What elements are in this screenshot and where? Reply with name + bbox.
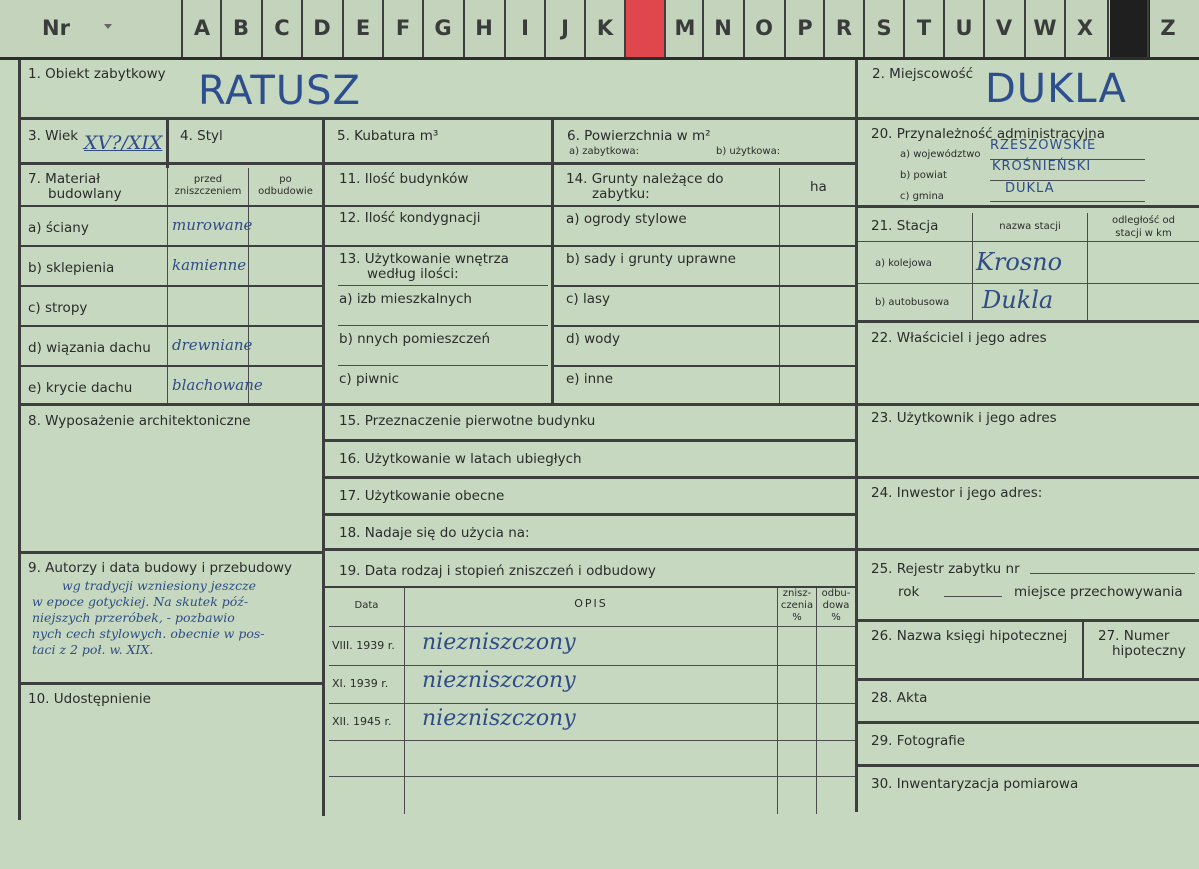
field-4-label: 4. Styl bbox=[180, 128, 223, 144]
field-14d-label: d) wody bbox=[566, 331, 620, 347]
commune-value: DUKLA bbox=[1005, 181, 1055, 196]
county-value: KROŚNIEŃSKI bbox=[992, 159, 1092, 174]
field-14a-label: a) ogrody stylowe bbox=[566, 211, 687, 227]
field-1-label: 1. Obiekt zabytkowy bbox=[28, 66, 166, 82]
index-letter-18: S bbox=[876, 16, 892, 40]
index-divider bbox=[463, 0, 465, 57]
bus-label: b) autobusowa bbox=[875, 297, 950, 308]
field-13b-label: b) nnych pomieszczeń bbox=[339, 331, 491, 347]
damage-row-date: VIII. 1939 r. bbox=[332, 639, 395, 652]
col-after-label-2: odbudowie bbox=[258, 186, 313, 197]
index-divider bbox=[1147, 0, 1149, 57]
field-16-label: 16. Użytkowanie w latach ubiegłych bbox=[339, 451, 582, 467]
field-26-label: 26. Nazwa księgi hipotecznej bbox=[871, 628, 1068, 644]
field-20a-label: a) województwo bbox=[900, 149, 981, 160]
authors-note-line: taci z 2 poł. w. XIX. bbox=[32, 642, 154, 657]
year-label: rok bbox=[898, 584, 920, 600]
field-13c-label: c) piwnic bbox=[339, 371, 400, 387]
field-2-label: 2. Miejscowość bbox=[872, 66, 974, 82]
field-10-label: 10. Udostępnienie bbox=[28, 691, 151, 707]
index-divider bbox=[624, 0, 626, 57]
field-20-label: 20. Przynależność administracyjna bbox=[871, 126, 1106, 142]
red-index-tab bbox=[624, 0, 666, 57]
voivodeship-value: RZESZOWSKIE bbox=[990, 138, 1097, 153]
index-letter-6: F bbox=[395, 16, 411, 40]
material-row-label: e) krycie dachu bbox=[28, 380, 133, 396]
col-rebuild-pct: % bbox=[831, 612, 841, 623]
station-name-col: nazwa stacji bbox=[999, 221, 1061, 232]
authors-note-line: niejszych przeróbek, - pozbawio bbox=[32, 610, 235, 625]
index-bar bbox=[0, 0, 1199, 57]
field-19-label: 19. Data rodzaj i stopień zniszczeń i odbudowy bbox=[339, 563, 656, 579]
field-15-label: 15. Przeznaczenie pierwotne budynku bbox=[339, 413, 596, 429]
chevron-down-icon bbox=[104, 24, 112, 29]
index-letter-3: C bbox=[274, 16, 290, 40]
damage-row-date: XII. 1945 r. bbox=[332, 715, 392, 728]
material-row-value: drewniane bbox=[172, 336, 253, 354]
index-divider bbox=[1064, 0, 1066, 57]
field-17-label: 17. Użytkowanie obecne bbox=[339, 488, 505, 504]
material-row-value: blachowane bbox=[172, 376, 263, 394]
field-13-label-2: według ilości: bbox=[367, 266, 459, 282]
rail-label: a) kolejowa bbox=[875, 258, 932, 269]
field-5-label: 5. Kubatura m³ bbox=[337, 128, 439, 144]
index-divider bbox=[743, 0, 745, 57]
index-divider bbox=[301, 0, 303, 57]
index-letter-21: V bbox=[995, 16, 1013, 40]
damage-row-date: XI. 1939 r. bbox=[332, 677, 389, 690]
index-letter-16: P bbox=[797, 16, 813, 40]
index-divider bbox=[261, 0, 263, 57]
field-13-label: 13. Użytkowanie wnętrza bbox=[339, 251, 509, 267]
index-letter-4: D bbox=[313, 16, 331, 40]
field-14b-label: b) sady i grunty uprawne bbox=[566, 251, 736, 267]
damage-row-description: niezniszczony bbox=[422, 630, 576, 655]
field-23-label: 23. Użytkownik i jego adres bbox=[871, 410, 1057, 426]
field-3-label: 3. Wiek bbox=[28, 128, 79, 144]
index-letter-23: X bbox=[1076, 16, 1094, 40]
storage-place-label: miejsce przechowywania bbox=[1014, 584, 1183, 600]
col-date: Data bbox=[354, 600, 379, 611]
col-rebuild: odbu- bbox=[821, 588, 851, 599]
distance-col: odległość od bbox=[1111, 215, 1176, 226]
index-letter-19: T bbox=[916, 16, 932, 40]
object-name-value: RATUSZ bbox=[198, 68, 361, 114]
index-letter-20: U bbox=[955, 16, 973, 40]
index-letter-14: N bbox=[714, 16, 732, 40]
index-divider bbox=[903, 0, 905, 57]
index-letter-17: R bbox=[835, 16, 853, 40]
index-divider bbox=[181, 0, 183, 57]
col-damage: znisz- bbox=[782, 588, 812, 599]
index-letter-7: G bbox=[434, 16, 452, 40]
field-12-label: 12. Ilość kondygnacji bbox=[339, 210, 481, 226]
material-row-value: kamienne bbox=[172, 256, 247, 274]
field-14e-label: e) inne bbox=[566, 371, 614, 387]
field-7-label: 7. Materiał bbox=[28, 171, 101, 187]
field-6a-label: a) zabytkowa: bbox=[569, 146, 639, 157]
field-25-label: 25. Rejestr zabytku nr bbox=[871, 561, 1020, 577]
black-index-tab bbox=[1110, 0, 1150, 57]
field-7-label-2: budowlany bbox=[48, 186, 122, 202]
index-divider bbox=[1024, 0, 1026, 57]
age-value: XV?/XIX bbox=[84, 132, 163, 154]
index-divider bbox=[342, 0, 344, 57]
index-letter-11: K bbox=[596, 16, 614, 40]
field-13a-label: a) izb mieszkalnych bbox=[339, 291, 472, 307]
index-letter-1: A bbox=[193, 16, 211, 40]
field-20b-label: b) powiat bbox=[900, 170, 947, 181]
bus-station-value: Dukla bbox=[982, 286, 1054, 314]
index-divider bbox=[1107, 0, 1109, 57]
material-row-label: b) sklepienia bbox=[28, 260, 115, 276]
col-before-label-2: zniszczeniem bbox=[174, 186, 242, 197]
index-letter-25: Z bbox=[1160, 16, 1176, 40]
damage-row-description: niezniszczony bbox=[422, 706, 576, 731]
authors-note-line: w epoce gotyckiej. Na skutek póź- bbox=[32, 594, 249, 609]
index-letter-10: J bbox=[561, 16, 569, 40]
field-22-label: 22. Właściciel i jego adres bbox=[871, 330, 1047, 346]
material-row-value: murowane bbox=[172, 216, 253, 234]
index-letter-15: O bbox=[755, 16, 773, 40]
index-divider bbox=[584, 0, 586, 57]
field-30-label: 30. Inwentaryzacja pomiarowa bbox=[871, 776, 1079, 792]
index-divider bbox=[863, 0, 865, 57]
index-letter-2: B bbox=[232, 16, 249, 40]
frame-left bbox=[18, 60, 21, 820]
material-row-label: a) ściany bbox=[28, 220, 89, 236]
authors-note-line: wg tradycji wzniesiony jeszcze bbox=[62, 578, 257, 593]
index-letter-5: E bbox=[355, 16, 371, 40]
damage-row-description: niezniszczony bbox=[422, 668, 576, 693]
field-21-label: 21. Stacja bbox=[871, 218, 939, 234]
index-divider bbox=[943, 0, 945, 57]
field-9-label: 9. Autorzy i data budowy i przebudowy bbox=[28, 560, 292, 576]
field-6-label: 6. Powierzchnia w m² bbox=[567, 128, 711, 144]
index-divider bbox=[220, 0, 222, 57]
nr-label: Nr bbox=[42, 16, 70, 40]
index-divider bbox=[422, 0, 424, 57]
distance-col-2: stacji w km bbox=[1115, 228, 1172, 239]
field-14-label: 14. Grunty należące do bbox=[566, 171, 724, 187]
field-20c-label: c) gmina bbox=[900, 191, 944, 202]
material-row-label: d) wiązania dachu bbox=[28, 340, 151, 356]
field-14-label-2: zabytku: bbox=[592, 186, 650, 202]
index-divider bbox=[983, 0, 985, 57]
field-18-label: 18. Nadaje się do użycia na: bbox=[339, 525, 530, 541]
col-description: OPIS bbox=[574, 597, 608, 610]
index-letter-13: M bbox=[674, 16, 696, 40]
field-11-label: 11. Ilość budynków bbox=[339, 171, 469, 187]
col-after-label: po bbox=[279, 174, 292, 185]
index-letter-9: I bbox=[521, 16, 529, 40]
index-divider bbox=[544, 0, 546, 57]
field-27-label: 27. Numer bbox=[1098, 628, 1170, 644]
index-divider bbox=[504, 0, 506, 57]
field-29-label: 29. Fotografie bbox=[871, 733, 966, 749]
col-before-label: przed bbox=[193, 174, 223, 185]
index-divider bbox=[664, 0, 666, 57]
index-letter-8: H bbox=[475, 16, 493, 40]
col-damage-2: czenia bbox=[780, 600, 814, 611]
rail-station-value: Krosno bbox=[976, 248, 1063, 276]
index-divider bbox=[784, 0, 786, 57]
index-divider bbox=[823, 0, 825, 57]
hectare-unit: ha bbox=[810, 179, 827, 195]
col-damage-pct: % bbox=[792, 612, 802, 623]
index-divider bbox=[382, 0, 384, 57]
locality-value: DUKLA bbox=[985, 66, 1127, 112]
field-8-label: 8. Wyposażenie architektoniczne bbox=[28, 413, 251, 429]
field-6b-label: b) użytkowa: bbox=[716, 146, 781, 157]
index-divider bbox=[702, 0, 704, 57]
col-rebuild-2: dowa bbox=[822, 600, 850, 611]
field-27-label-2: hipoteczny bbox=[1112, 643, 1186, 659]
field-14c-label: c) lasy bbox=[566, 291, 611, 307]
authors-note-line: nych cech stylowych. obecnie w pos- bbox=[32, 626, 265, 641]
field-28-label: 28. Akta bbox=[871, 690, 928, 706]
index-letter-22: W bbox=[1033, 16, 1057, 40]
material-row-label: c) stropy bbox=[28, 300, 88, 316]
field-24-label: 24. Inwestor i jego adres: bbox=[871, 485, 1043, 501]
